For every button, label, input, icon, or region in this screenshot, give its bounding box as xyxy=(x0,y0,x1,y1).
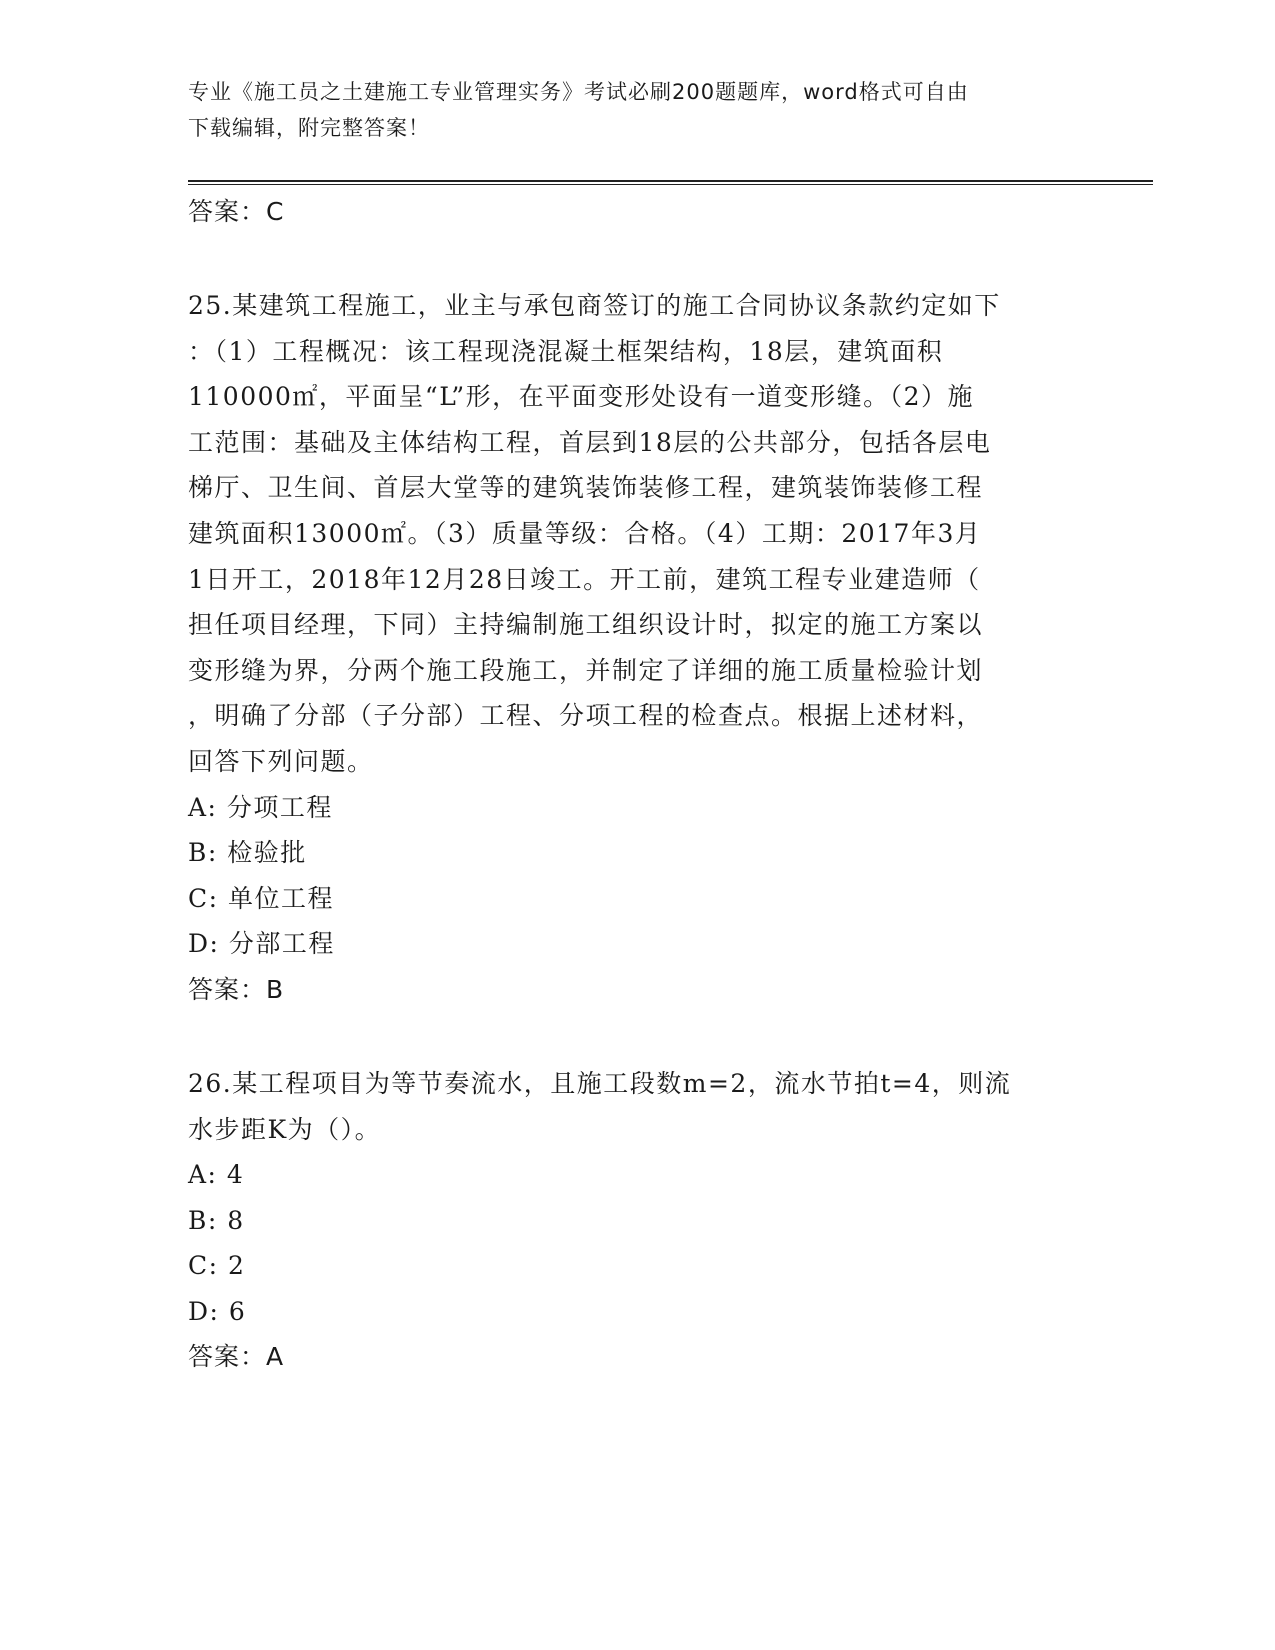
question-text-line: ，明确了分部（子分部）工程、分项工程的检查点。根据上述材料， xyxy=(188,701,984,731)
option-b: B: 8 xyxy=(188,1205,245,1235)
option-d: D: 分部工程 xyxy=(188,929,335,959)
question-text-line: 建筑面积13000㎡。（3）质量等级：合格。（4）工期：2017年3月 xyxy=(188,518,982,548)
header-divider-thick xyxy=(188,180,1153,182)
question-text-line: ：（1）工程概况：该工程现浇混凝土框架结构，18层，建筑面积 xyxy=(188,336,944,366)
answer-line: 答案：C xyxy=(188,197,285,226)
option-c: C: 单位工程 xyxy=(188,883,334,913)
option-b: B: 检验批 xyxy=(188,838,307,868)
question-text xyxy=(188,283,1078,785)
question-text-line: 担任项目经理，下同）主持编制施工组织设计时，拟定的施工方案以 xyxy=(188,610,984,640)
answer-line: 答案：B xyxy=(188,974,285,1004)
question-text-line: 26.某工程项目为等节奏流水，且施工段数m=2，流水节拍t=4，则流 xyxy=(188,1068,1012,1098)
question-text-line: 110000㎡，平面呈“L”形，在平面变形处设有一道变形缝。（2）施 xyxy=(188,382,975,412)
question-25 xyxy=(188,283,1078,1013)
option-c: C: 2 xyxy=(188,1251,246,1281)
question-text-line: 梯厅、卫生间、首层大堂等的建筑装饰装修工程，建筑装饰装修工程 xyxy=(188,473,984,503)
spacer xyxy=(188,1013,1078,1061)
question-26 xyxy=(188,1061,1078,1381)
header-line-2: 下载编辑，附完整答案！ xyxy=(188,116,430,140)
header-line-1: 专业《施工员之土建施工专业管理实务》考试必刷200题题库，word格式可自由 xyxy=(188,80,969,104)
question-text-line: 25.某建筑工程施工，业主与承包商签订的施工合同协议条款约定如下 xyxy=(188,291,1001,320)
option-d: D: 6 xyxy=(188,1296,247,1326)
document-header xyxy=(188,74,1068,146)
question-text-line: 水步距K为（）。 xyxy=(188,1114,382,1144)
answer-line: 答案：A xyxy=(188,1342,285,1372)
header-divider-thin xyxy=(188,184,1153,185)
question-text xyxy=(188,1061,1078,1152)
spacer xyxy=(188,235,1078,283)
option-a: A: 4 xyxy=(188,1160,245,1190)
question-text-line: 1日开工，2018年12月28日竣工。开工前，建筑工程专业建造师（ xyxy=(188,564,981,594)
question-content xyxy=(188,189,1078,1380)
question-text-line: 工范围：基础及主体结构工程，首层到18层的公共部分，包括各层电 xyxy=(188,427,992,457)
option-a: A: 分项工程 xyxy=(188,792,333,822)
question-text-line: 回答下列问题。 xyxy=(188,746,374,776)
question-text-line: 变形缝为界，分两个施工段施工，并制定了详细的施工质量检验计划 xyxy=(188,655,984,685)
